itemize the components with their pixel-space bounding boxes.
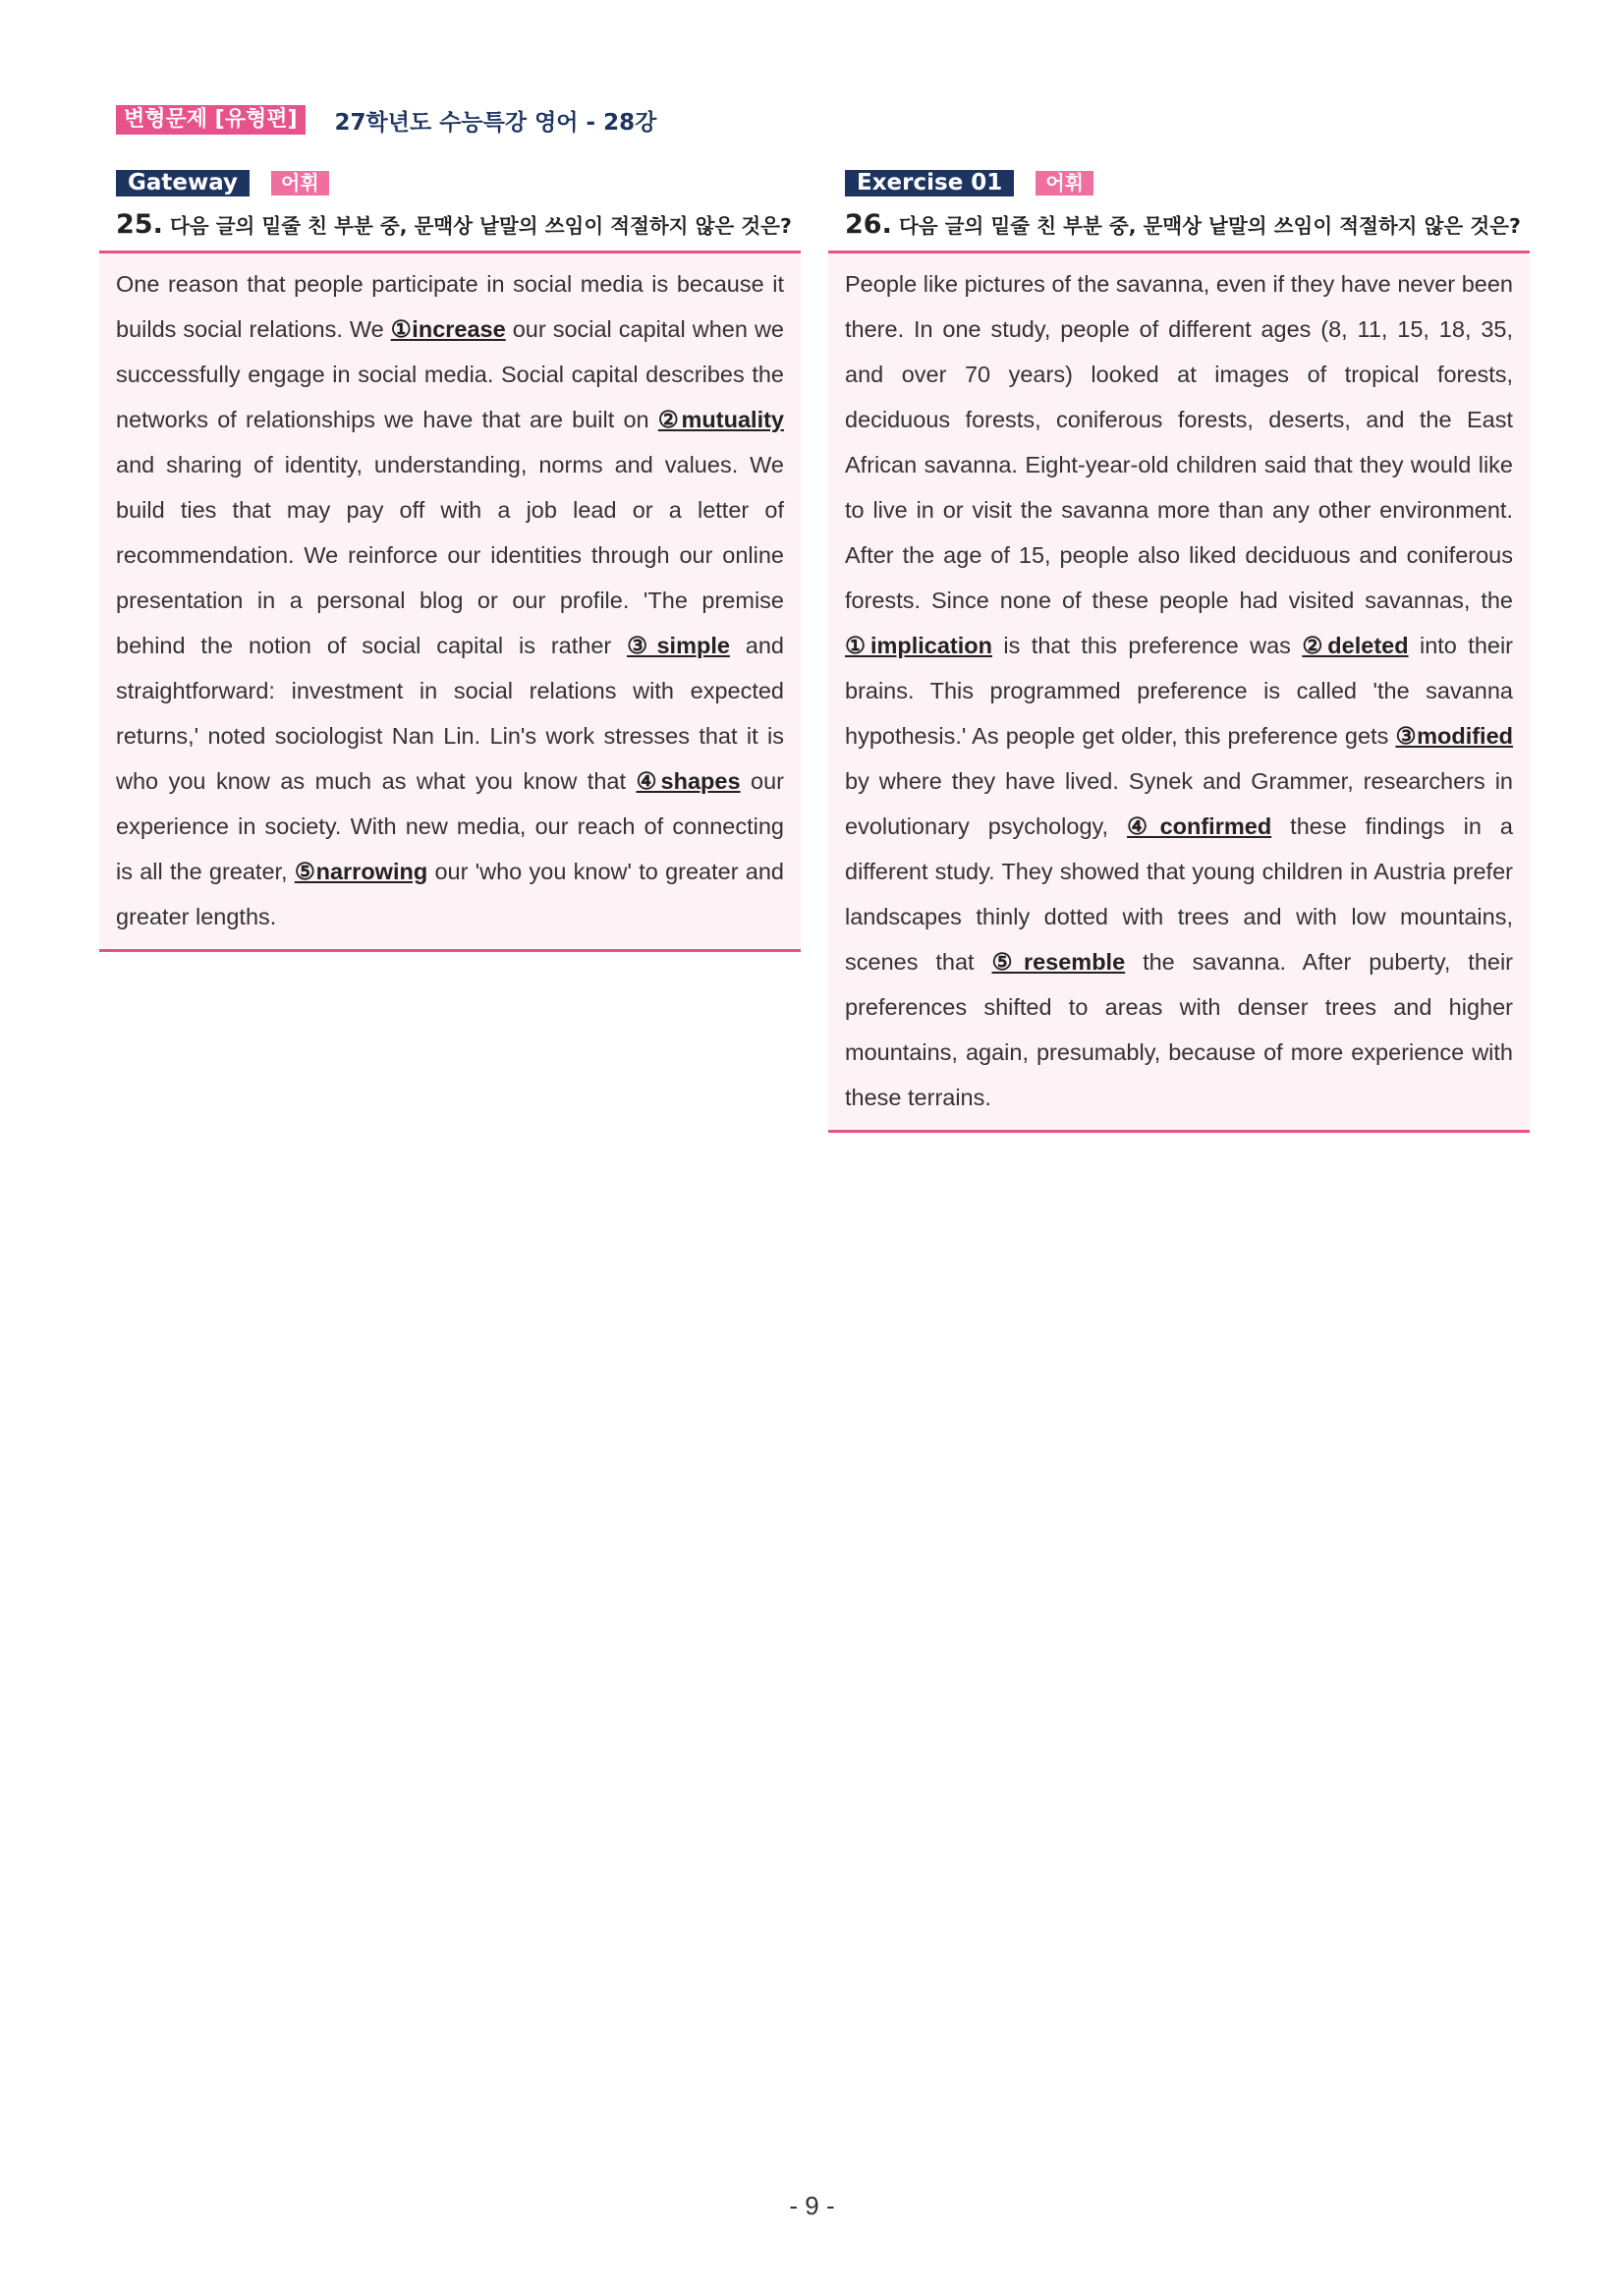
underlined-word: ②mutuality [657, 407, 784, 432]
vocabulary-tag: 어휘 [1036, 171, 1093, 196]
underlined-word: ①implication [845, 633, 992, 658]
exercise-label: Exercise 01 [845, 170, 1014, 196]
question-labels [828, 170, 1530, 196]
underlined-word: ④shapes [636, 768, 741, 794]
question-number: 26. [845, 209, 892, 240]
passage-segment: and straightforward: investment in social relations with expected returns,' noted sociologist Nan Lin. Lin's work stresses that it is who you know as much as what you know that [116, 633, 785, 794]
question-text: 다음 글의 밑줄 친 부분 중, 문맥상 낱말의 쓰임이 적절하지 않은 것은? [898, 214, 1521, 238]
passage-segment: these findings in a different study. They showed that young children in Austria prefer landscapes thinly dotted with trees and with low mountains, scenes that [845, 813, 1513, 975]
underlined-word: ⑤narrowing [294, 859, 428, 884]
passage-box [99, 251, 801, 952]
passage-segment: our social capital when we successfully engage in social media. Social capital describes the networks of relationships we have that are built on [116, 316, 784, 432]
vocabulary-tag: 어휘 [271, 171, 329, 196]
passage-segment: our experience in society. With new media, our reach of connecting is all the greater, [116, 768, 785, 884]
underlined-word: ③modified [1395, 723, 1513, 749]
underlined-word: ④confirmed [1127, 813, 1272, 839]
passage-segment: our 'who you know' to greater and greater lengths. [116, 859, 784, 929]
underlined-word: ⑤resemble [991, 949, 1126, 975]
passage-text [845, 261, 1513, 1120]
passage-segment: and sharing of identity, understanding, norms and values. We build ties that may pay off with a job lead or a letter of recommendation. We reinforce our identities through our online presentation in a personal blog or our profile. 'The premise behind the notion of social capital is rather [116, 452, 784, 658]
passage-segment: One reason that people participate in social media is because it builds social relations. We [116, 271, 784, 342]
question-number: 25. [116, 209, 163, 240]
question-text: 다음 글의 밑줄 친 부분 중, 문맥상 낱말의 쓰임이 적절하지 않은 것은? [169, 214, 792, 238]
question-prompt [99, 206, 801, 245]
question-labels [99, 170, 801, 196]
passage-segment: by where they have lived. Synek and Grammer, researchers in evolutionary psychology, [845, 768, 1513, 839]
passage-text [116, 261, 784, 939]
page-title: 27학년도 수능특강 영어 - 28강 [334, 109, 657, 136]
underlined-word: ②deleted [1302, 633, 1409, 658]
gateway-column [99, 170, 801, 952]
question-prompt [828, 206, 1530, 245]
page-number: - 9 - [789, 2191, 835, 2220]
type-badge: 변형문제 [유형편] [116, 105, 306, 135]
page-header [116, 103, 656, 137]
passage-segment: the savanna. After puberty, their preferences shifted to areas with denser trees and higher mountains, again, presumably, because of more experience with these terrains. [845, 949, 1514, 1110]
passage-segment: is that this preference was [992, 633, 1303, 658]
passage-segment: into their brains. This programmed preference is called 'the savanna hypothesis.' As people get older, this preference gets [845, 633, 1514, 749]
underlined-word: ①increase [390, 316, 506, 342]
passage-box [828, 251, 1530, 1133]
underlined-word: ③simple [627, 633, 730, 658]
gateway-label: Gateway [116, 170, 250, 196]
exercise-column [828, 170, 1530, 1133]
passage-segment: People like pictures of the savanna, even if they have never been there. In one study, people of different ages (8, 11, 15, 18, 35, and over 70 years) looked at images of tropical forests, deciduous forests, coniferous forests, deserts, and the East African savanna. Eight-year-old children said that they would like to live in or visit the savanna more than any other environment. After the age of 15, people also liked deciduous and coniferous forests. Since none of these people had visited savannas, the [845, 271, 1513, 613]
